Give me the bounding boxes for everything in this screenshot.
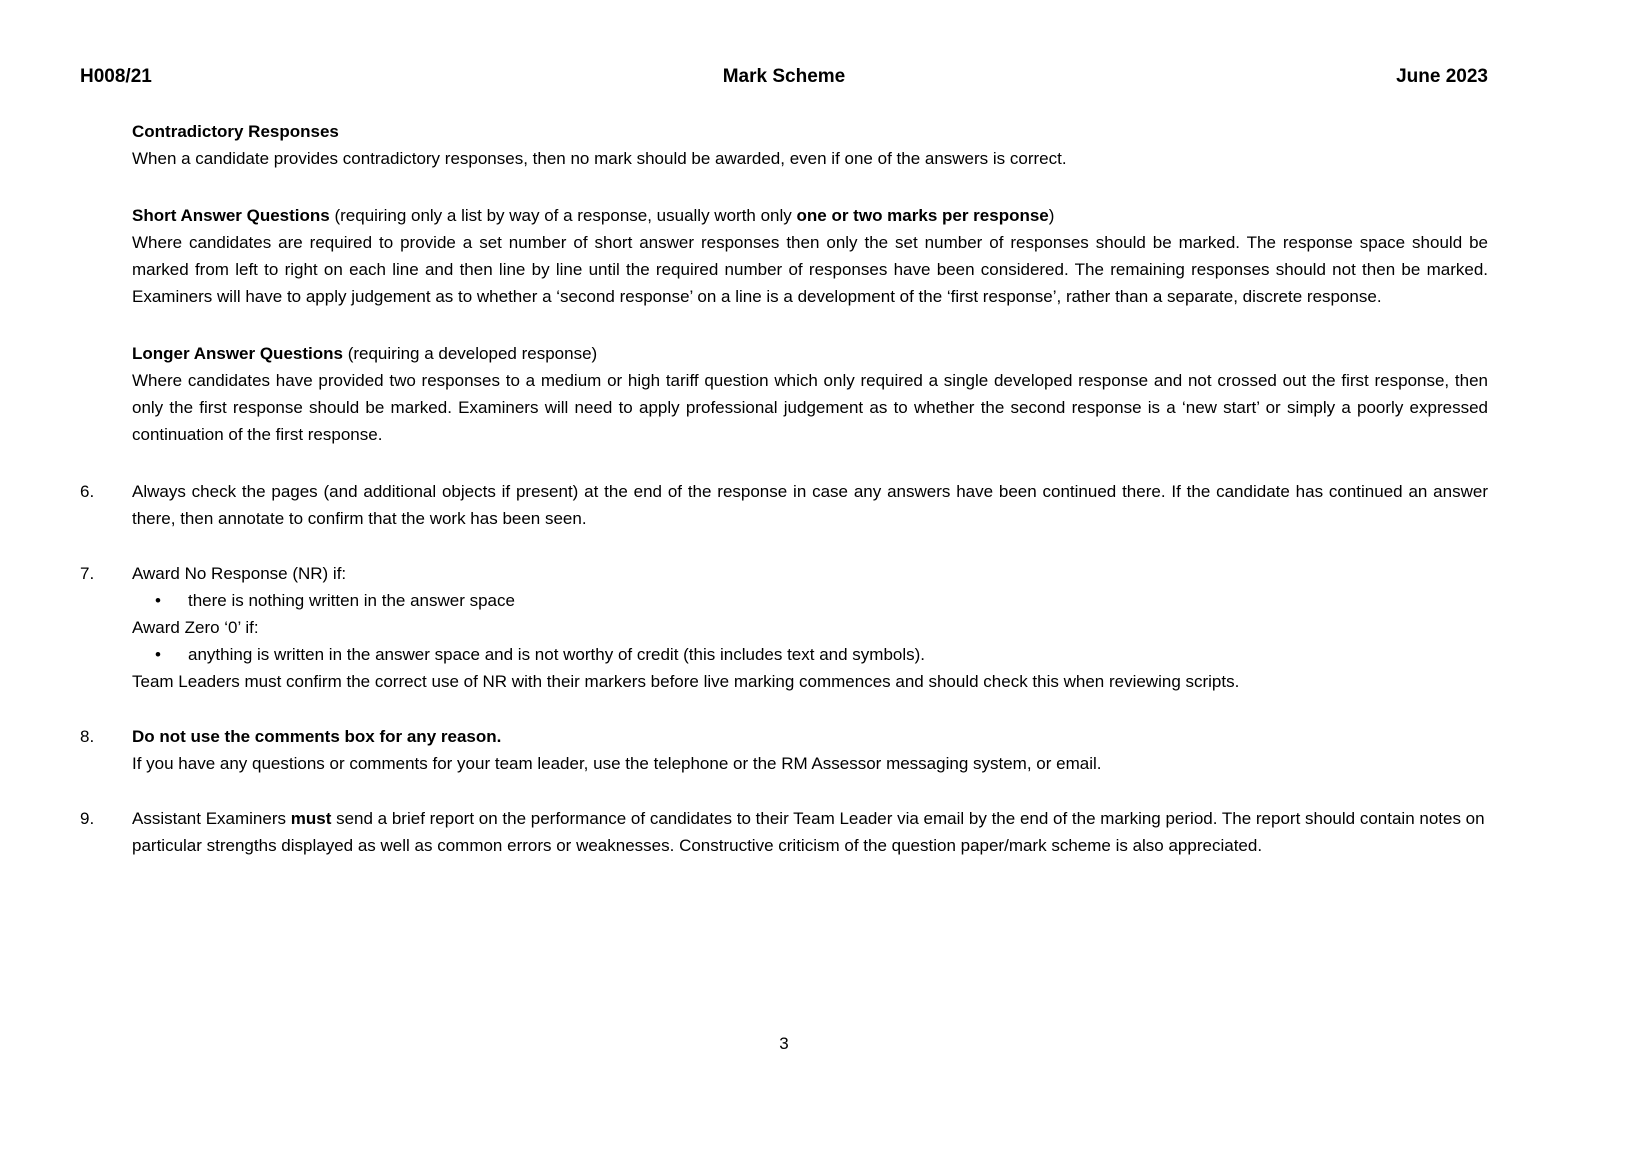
section-heading: Contradictory Responses: [132, 122, 339, 141]
list-item-7: [80, 560, 1488, 695]
bullet-text: anything is written in the answer space and is not worthy of credit (this includes text and symbols).: [188, 645, 926, 664]
document-content: [80, 118, 1488, 887]
bullet-item: [155, 587, 1488, 614]
header-document-code: H008/21: [80, 66, 152, 87]
item-text: Award Zero ‘0’ if:: [132, 618, 259, 637]
section-contradictory-responses: [132, 118, 1488, 172]
item-text: If you have any questions or comments for your team leader, use the telephone or the RM Assessor messaging system, or email.: [132, 754, 1102, 773]
item-text-segment: send a brief report on the performance of candidates to their Team Leader via email by the end of the marking period. The report should contain notes on particular strengths displayed as well as common errors or weaknesses. Constructive criticism of the question paper/mark scheme is also appreciated.: [132, 809, 1485, 855]
item-text: Always check the pages (and additional objects if present) at the end of the response in case any answers have been continued there. If the candidate has continued an answer there, then annotate to confirm that the work has been seen.: [132, 482, 1488, 528]
item-text: Award No Response (NR) if:: [132, 564, 347, 583]
heading-bold-text: Short Answer Questions: [132, 206, 330, 225]
section-body: Where candidates are required to provide a set number of short answer responses then only the set number of responses should be marked. The response space should be marked from left to right on each line and then line by line until the required number of responses have been considered. The remaining responses should not then be marked. Examiners will have to apply judgement as to whether a ‘second response’ on a line is a development of the ‘first response’, rather than a separate, discrete response.: [132, 233, 1488, 306]
heading-normal-text: (requiring a developed response): [342, 344, 598, 363]
section-heading: [132, 340, 1488, 367]
bullet-text: there is nothing written in the answer space: [188, 591, 515, 610]
list-item-9: [80, 805, 1488, 859]
item-text: Team Leaders must confirm the correct use of NR with their markers before live marking commences and should check this when reviewing scripts.: [132, 672, 1240, 691]
item-number: 9.: [80, 809, 95, 828]
page-number: 3: [779, 1034, 789, 1053]
section-heading: [132, 202, 1488, 229]
heading-normal-text: (requiring only a list by way of a response, usually worth only: [329, 206, 797, 225]
page-footer: [80, 1034, 1488, 1054]
section-longer-answer-questions: [132, 340, 1488, 448]
header-date: June 2023: [1396, 66, 1488, 87]
section-body: Where candidates have provided two responses to a medium or high tariff question which only required a single developed response and not crossed out the first response, then only the first response should be marked. Examiners will need to apply professional judgement as to whether the second response is a ‘new start’ or simply a poorly expressed continuation of the first response.: [132, 371, 1488, 444]
item-number: 6.: [80, 482, 95, 501]
list-item-6: [80, 478, 1488, 532]
header-title: Mark Scheme: [722, 66, 846, 87]
item-number: 8.: [80, 727, 95, 746]
heading-bold-text: Longer Answer Questions: [132, 344, 343, 363]
list-item-8: [80, 723, 1488, 777]
document-header: [80, 66, 1488, 88]
bullet-item: [155, 641, 1488, 668]
bullet-icon: •: [155, 591, 161, 610]
item-number: 7.: [80, 564, 95, 583]
item-text: [132, 805, 1488, 859]
item-heading: Do not use the comments box for any reason.: [132, 727, 502, 746]
section-short-answer-questions: [132, 202, 1488, 310]
item-text-bold-segment: must: [290, 809, 332, 828]
heading-normal-text: ): [1048, 206, 1055, 225]
item-text-segment: Assistant Examiners: [132, 809, 291, 828]
bullet-icon: •: [155, 645, 161, 664]
heading-bold-text: one or two marks per response: [796, 206, 1049, 225]
section-body: When a candidate provides contradictory responses, then no mark should be awarded, even if one of the answers is correct.: [132, 149, 1067, 168]
